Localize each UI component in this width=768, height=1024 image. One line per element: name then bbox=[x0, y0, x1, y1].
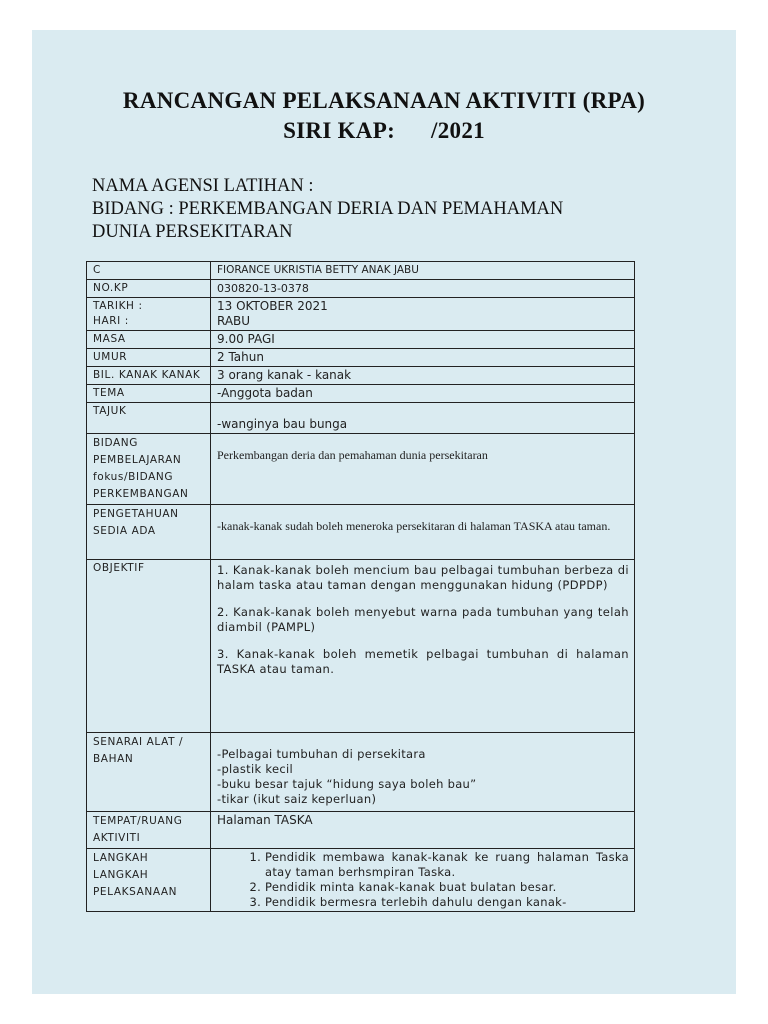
step-item: 1. Pendidik membawa kanak-kanak ke ruang halaman Taska atay taman berhsmpiran Taska. bbox=[265, 850, 629, 880]
step-item: 3. Pendidik bermesra terlebih dahulu dengan kanak- bbox=[265, 895, 629, 910]
objective-item: 2. Kanak-kanak boleh menyebut warna pada tumbuhan yang telah diambil (PAMPL) bbox=[217, 605, 629, 634]
table-row bbox=[87, 298, 635, 331]
theme-value: -Anggota badan bbox=[211, 385, 635, 403]
table-row bbox=[87, 403, 635, 434]
objective-item: 1. Kanak-kanak boleh mencium bau pelbagai tumbuhan berbeza di halam taska atau taman dengan menggunakan hidung (PDPDP) bbox=[217, 563, 629, 592]
table-row bbox=[87, 331, 635, 349]
children-count-value: 3 orang kanak - kanak bbox=[211, 367, 635, 385]
agency-heading: NAMA AGENSI LATIHAN : bbox=[92, 176, 314, 196]
venue-value: Halaman TASKA bbox=[211, 812, 635, 849]
objective-item: 3. Kanak-kanak boleh memetik pelbagai tumbuhan di halaman TASKA atau taman. bbox=[217, 647, 629, 676]
topic-value: -wanginya bau bunga bbox=[211, 403, 635, 434]
materials-label: SENARAI ALAT / BAHAN bbox=[87, 733, 211, 812]
table-row bbox=[87, 280, 635, 298]
children-count-label: BIL. KANAK KANAK bbox=[87, 367, 211, 385]
date-day-values bbox=[211, 298, 635, 331]
document-title: RANCANGAN PELAKSANAAN AKTIVITI (RPA) bbox=[122, 88, 646, 113]
prior-knowledge-label: PENGETAHUAN SEDIA ADA bbox=[87, 505, 211, 560]
document-page bbox=[32, 30, 736, 994]
table-row bbox=[87, 733, 635, 812]
day-value: RABU bbox=[217, 314, 251, 328]
age-value: 2 Tahun bbox=[211, 349, 635, 367]
prior-knowledge-value: -kanak-kanak sudah boleh meneroka persekitaran di halaman TASKA atau taman. bbox=[211, 505, 635, 560]
step-item: 2. Pendidik minta kanak-kanak buat bulatan besar. bbox=[265, 880, 629, 895]
steps-list bbox=[211, 849, 635, 912]
table-row bbox=[87, 385, 635, 403]
objectives-label: OBJEKTIF bbox=[87, 560, 211, 733]
age-label: UMUR bbox=[87, 349, 211, 367]
table-row bbox=[87, 262, 635, 280]
learning-area-label-line2: fokus/BIDANG PERKEMBANGAN bbox=[93, 471, 189, 500]
objectives-list bbox=[211, 560, 635, 733]
series-label: SIRI KAP: bbox=[283, 118, 396, 143]
table-row bbox=[87, 367, 635, 385]
table-row bbox=[87, 812, 635, 849]
name-value: FIORANCE UKRISTIA BETTY ANAK JABU bbox=[211, 262, 635, 280]
date-label: TARIKH : bbox=[93, 300, 143, 312]
materials-list bbox=[211, 733, 635, 812]
rpa-table bbox=[86, 261, 635, 912]
nokp-value: 030820-13-0378 bbox=[211, 280, 635, 298]
learning-area-label bbox=[87, 434, 211, 505]
material-item: -Pelbagai tumbuhan di persekitara bbox=[217, 747, 426, 761]
time-label: MASA bbox=[87, 331, 211, 349]
table-row bbox=[87, 349, 635, 367]
material-item: -buku besar tajuk “hidung saya boleh bau” bbox=[217, 777, 477, 791]
table-row bbox=[87, 505, 635, 560]
document-series bbox=[32, 118, 736, 144]
table-row bbox=[87, 434, 635, 505]
table-row bbox=[87, 560, 635, 733]
learning-area-label-line1: BIDANG PEMBELAJARAN bbox=[93, 437, 182, 466]
table-row bbox=[87, 849, 635, 912]
steps-label: LANGKAH LANGKAH PELAKSANAAN bbox=[87, 849, 211, 912]
topic-label: TAJUK bbox=[87, 403, 211, 434]
material-item: -plastik kecil bbox=[217, 762, 293, 776]
field-heading-line2: DUNIA PERSEKITARAN bbox=[92, 222, 293, 242]
date-day-labels bbox=[87, 298, 211, 331]
venue-label: TEMPAT/RUANG AKTIVITI bbox=[87, 812, 211, 849]
material-item: -tikar (ikut saiz keperluan) bbox=[217, 792, 377, 806]
nokp-label: NO.KP bbox=[87, 280, 211, 298]
learning-area-value: Perkembangan deria dan pemahaman dunia persekitaran bbox=[211, 434, 635, 505]
date-value: 13 OKTOBER 2021 bbox=[217, 299, 328, 313]
series-year: /2021 bbox=[431, 118, 485, 143]
name-label: C bbox=[87, 262, 211, 280]
time-value: 9.00 PAGI bbox=[211, 331, 635, 349]
theme-label: TEMA bbox=[87, 385, 211, 403]
day-label: HARI : bbox=[93, 315, 129, 327]
field-heading-line1: BIDANG : PERKEMBANGAN DERIA DAN PEMAHAMAN bbox=[92, 199, 564, 219]
